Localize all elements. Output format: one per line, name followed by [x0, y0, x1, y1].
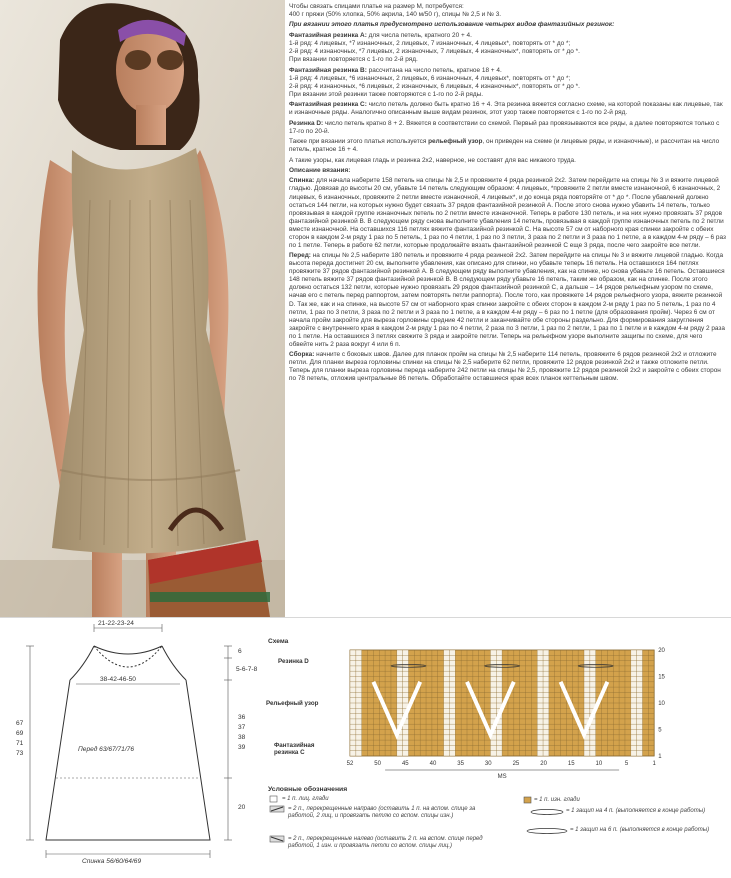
- rib-a-row-2: 2-й ряд: 4 изнаночных, *7 лицевых, 2 изнаночных, 7 лицевых, 4 изнаночных*, повторять от * до *.: [289, 48, 580, 56]
- dress-photo: [0, 0, 285, 617]
- armhole-width-label: 38-42-46-50: [100, 676, 136, 683]
- rib-d-title: Резинка D:: [289, 119, 324, 127]
- rib-c-block: [289, 101, 727, 117]
- intro-line-2: 400 г пряжи (50% хлопка, 50% акрила, 140 м/50 г), спицы № 2,5 и № 3.: [289, 11, 502, 19]
- description-heading-text: Описание вязания:: [289, 166, 351, 174]
- chart-y-tick: 1: [658, 754, 662, 760]
- assembly-title: Сборка:: [289, 351, 315, 359]
- right-body-label-4: 39: [238, 744, 246, 751]
- rapport-label: МS: [497, 774, 507, 778]
- chart-x-tick: 30: [484, 761, 492, 767]
- right-armhole-label: 5-6-7-8: [236, 666, 258, 673]
- article-text: [289, 3, 727, 613]
- height-label-1: 67: [16, 720, 24, 727]
- height-label-4: 73: [16, 750, 24, 757]
- rib-d-text: число петель кратно 8 + 2. Вяжется в соответствии со схемой. Первый раз провязываются все ряды, а далее повторяются только с 17-го по 20-й.: [289, 119, 720, 135]
- rib-a-row-3: При вязании повторяется с 1-го по 2-й ряд.: [289, 56, 418, 64]
- back-label: Спинка 56/60/64/69: [82, 858, 142, 865]
- chart-label-c: Фантазийная резинка С: [274, 742, 315, 756]
- legend-item-2: = 2 п., перекрещенные направо (оставить 1 п. на вспом. спице за работой, 2 лиц, и провязать петлю со вспом. спицы изн.): [288, 806, 476, 820]
- right-body-label-3: 38: [238, 734, 246, 741]
- rib-a-block: [289, 32, 727, 64]
- chart-x-tick: 5: [624, 761, 629, 767]
- intro-line-1: Чтобы связать спицами платье на размер М, потребуется:: [289, 3, 464, 10]
- chart-grid: [262, 618, 731, 778]
- chart-x-tick: 15: [567, 761, 575, 767]
- chart-x-tick: 25: [512, 761, 520, 767]
- neck-width-label: 21-22-23-24: [98, 620, 134, 627]
- legend-item-1: = 1 п. лиц. глади: [282, 796, 329, 802]
- chart-x-tick: 50: [374, 761, 381, 767]
- relief-block: [289, 138, 727, 154]
- chart-x-tick: 40: [429, 761, 437, 767]
- chart-title: Схема: [268, 638, 289, 645]
- chart-y-tick: 10: [658, 701, 665, 707]
- rib-c-text: число петель должно быть кратно 16 + 4. Эта резинка вяжется согласно схеме, на которой показаны как лицевые, так и изнаночные ряды. Аналогично описанным выше видам резинок, этот узор также повторяется с 1-го по 2-й ряд.: [289, 101, 723, 117]
- rib-b-row-2: 2-й ряд: 4 изнаночных, *6 лицевых, 2 изнаночных, 6 лицевых, 4 изнаночных*, повторять от * до *.: [289, 82, 580, 90]
- right-bottom-label: 20: [238, 804, 246, 811]
- chart-y-tick: 5: [658, 727, 662, 734]
- rib-b-title: Фантазийная резинка В:: [289, 66, 367, 74]
- chart-x-tick: 52: [346, 761, 354, 767]
- height-label-3: 71: [16, 740, 24, 747]
- description-heading: [289, 167, 727, 175]
- rib-c-title: Фантазийная резинка С:: [289, 101, 367, 109]
- back-title: Спинка:: [289, 177, 315, 185]
- legend-item-4: = 1 п. изн. глади: [534, 797, 580, 803]
- front-title: Перед:: [289, 252, 311, 260]
- right-body-label-2: 37: [238, 724, 246, 731]
- assembly-block: [289, 351, 727, 383]
- rib-b-row-3: При вязании этой резинки также повторяются с 1-го по 2-й ряды.: [289, 90, 484, 98]
- chart-x-tick: 35: [457, 761, 464, 767]
- right-top-label: 6: [238, 648, 242, 655]
- relief-text-2: , он приведен на схеме (и лицевые ряды, и изнаночные), и рассчитан на число петель, кратное 16 + 4.: [289, 138, 720, 154]
- rib-a-text: для числа петель, кратного 20 + 4.: [366, 31, 472, 39]
- back-text: для начала наберите 158 петель на спицы № 2,5 и провяжите 4 ряда резинкой 2х2. Затем перейдите на спицы № 3 и вяжите лицевой гладью. Довязав до высоты 20 см, убавьте 14 петель следующим образом: 4 лицевых, *провяжите 2 петли вместе изнаночной, 6 изнаночных, 2 лицевых, 6 изнаночных, провяжите 2 петли вместе изнаночной, 4 лицевых*, и до конца ряда повторяйте от * до *. После убавлений должно остаться 144 петли, на которых нужно будет связать 37 рядов фантазийной резинкой А. После этого снова нужно убавить 14 петель, только провязывая в каждой группе изнаночных петель по 2 петли вместе изнаночной. Теперь в работе 130 петель, и на них нужно провязать 37 рядов фантазийной резинкой В. В следующем ряду снова выполните убавления 14 петель, провязывая в каждой группе изнаночных петель по 2 петли вместе изнаночной. На оставшихся 116 петлях вяжите фантазийной резинкой С. На высоте 57 см от наборного края спинки закройте с обеих сторон в каждом 2-м ряду 1 раз по 5 петель, 1 раз по 4 петли, 1 раз по 3 петли, 3 раза по 2 петли и 3 раза по 1 петле, а в каждом 4-м ряду – 6 раз по 1 петле. Теперь в работе 62 петли, которые продолжайте вязать фантазийной резинкой С еще 3 ряда, после чего закройте все петли.: [289, 177, 726, 249]
- front-label: Перед 63/67/71/76: [78, 746, 135, 753]
- legend-item-6: = 1 защип на 6 п. (выполняется в конце работы): [570, 827, 710, 833]
- back-block: [289, 177, 727, 249]
- relief-bold: рельефный узор: [428, 138, 483, 146]
- knitting-chart: [262, 618, 731, 873]
- chart-y-tick: 20: [658, 648, 665, 654]
- assembly-text: начните с боковых швов. Далее для планок пройм на спицы № 2,5 наберите 114 петель, провяжите 6 рядов резинкой 2х2 и отложите петли. Для планки выреза горловины спинки на спицы № 2,5 наберите 62 петли, провяжите 12 рядов резинкой 2х2 и также отложите петли. Теперь для планки выреза горловины переда наберите 242 петли на спицы № 2,5, провяжите 12 рядов резинкой 2х2 и закройте с обеих сторон по 78 петель, отложив центральные 86 петель. Обработайте оставшиеся края всех планок кеттельным швом.: [289, 351, 721, 383]
- chart-x-tick: 1: [652, 761, 656, 767]
- chart-y-tick: 15: [658, 674, 665, 681]
- right-body-label-1: 36: [238, 714, 246, 721]
- chart-label-relief: Рельефный узор: [266, 700, 319, 707]
- other-patterns: А такие узоры, как лицевая гладь и резинка 2х2, наверное, не составят для вас никакого труда.: [289, 156, 576, 164]
- legend-title: Условные обозначения: [268, 786, 348, 793]
- front-block: [289, 252, 727, 349]
- garment-schematic: [0, 618, 260, 873]
- front-text: на спицы № 2,5 наберите 180 петель и провяжите 4 ряда резинкой 2х2. Затем перейдите на спицы № 3 и вяжите лицевой гладью. Когда высота переда достигнет 20 см, выполните убавления, как описано для спинки, но убавьте теперь 16 петель. На оставшихся 164 петлях провяжите 37 рядов фантазийной резинкой А. В следующем ряду выполните убавления, как на спинке, но снова убавьте 16 петель. Оставшиеся 148 петель вяжите 37 рядов фантазийной резинкой В. В следующем ряду убавьте 16 петель, таким же образом, как на спинке. После этого должно остаться 132 петли, которые нужно провязать 29 рядов фантазийной резинкой С, а дальше – 14 рядов рельефным узором по схеме, начав его с петель перед раппортом, затем повторять петли раппорта). После того, как провяжете 14 рядов рельефного узора, вяжите резинкой D. Так же, как и на спинке, на высоте 57 см от наборного края спинки закройте с обеих сторон в каждом 2-м ряду 1 раз по 5 петель, 1 раз по 4 петли, 1 раз по 3 петли, 3 раза по 2 петли и 3 раза по 1 петле, а в каждом 4-м ряду – 6 раз по 1 петле (для образования пройм). Через 6 см от начала пройм закройте для выреза горловины средние 42 петли и заканчивайте обе стороны раздельно. Для формирования закругления закройте с внутреннего края в каждом 2-м ряду 1 раз по 4 петли, 2 раза по 3 петли, 1 раз по 2 петли, 1 раз по 1 петле и в каждом 4-м ряду 2 раза по 1 петле. На оставшихся 3 петлях свяжите 3 ряда и закройте петли. Теперь на рельефном узоре выполните защипы по схеме, для чего обвейте нить 2 раза вокруг 4 или 6 п.: [289, 252, 725, 348]
- rib-b-row-1: 1-й ряд: 4 лицевых, *6 изнаночных, 2 лицевых, 6 изнаночных, 4 лицевых*, повторять от * до *;: [289, 74, 571, 82]
- rib-a-row-1: 1-й ряд: 4 лицевых, *7 изнаночных, 2 лицевых, 7 изнаночных, 4 лицевых*, повторять от * до *;: [289, 39, 571, 47]
- legend-item-5: = 1 защип на 4 п. (выполняется в конце работы): [566, 808, 706, 814]
- four-ribs-heading: При вязании этого платья предусмотрено использование четырех видов фантазийных резинок:: [289, 21, 615, 29]
- rib-b-block: [289, 67, 727, 99]
- chart-x-tick: 45: [401, 761, 409, 767]
- chart-x-tick: 20: [540, 761, 547, 767]
- relief-text-1: Также при вязании этого платья используется: [289, 138, 429, 146]
- chart-x-tick: 10: [595, 761, 603, 767]
- legend-item-3: = 2 п., перекрещенные налево (оставить 2 п. на вспом. спице перед работой, 1 изн. и провязать петли со вспом. спицы лиц.): [288, 836, 483, 850]
- height-label-2: 69: [16, 730, 24, 737]
- rib-a-title: Фантазийная резинка А:: [289, 31, 367, 39]
- chart-label-d: Резинка D: [278, 658, 309, 665]
- rib-b-text: рассчитана на число петель, кратное 18 + 4.: [366, 66, 502, 74]
- rib-d-block: [289, 120, 727, 136]
